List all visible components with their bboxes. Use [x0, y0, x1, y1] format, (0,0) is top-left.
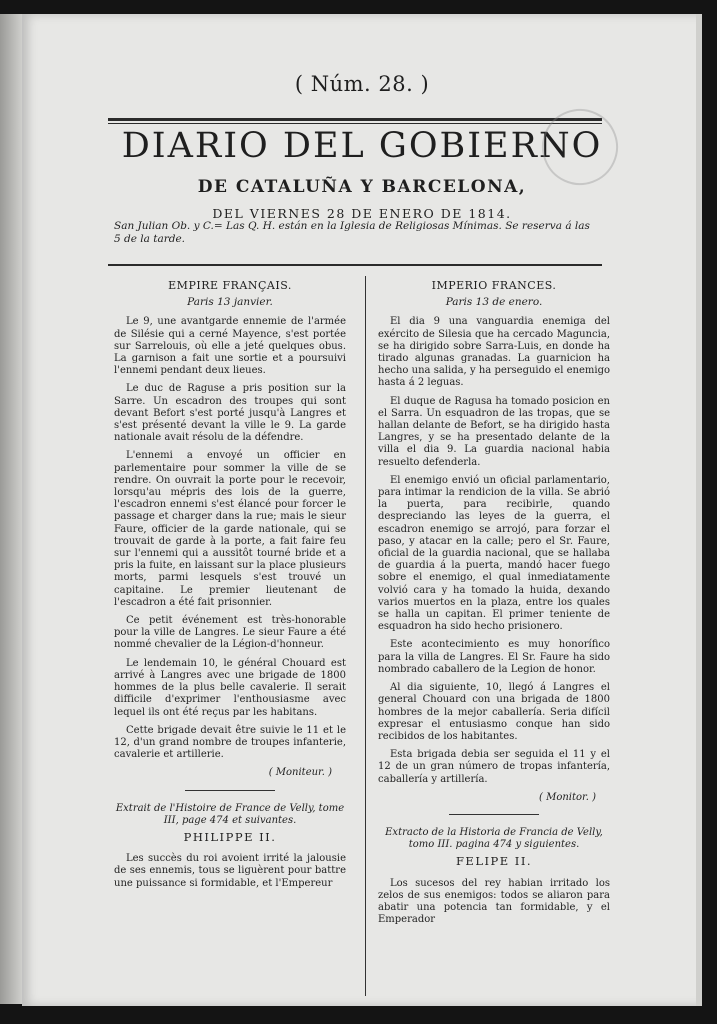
issue-number: ( Núm. 28. )	[294, 72, 430, 96]
spanish-paragraph: El dia 9 una vanguardia enemiga del exército de Silesia que ha cercado Maguncia, se ha dirigido sobre Sarra-Luis, en donde ha tirado algunas granadas. La guarnicion ha hecho una salida, y ha perseguido el enemigo hasta á 2 leguas.	[378, 316, 610, 389]
newspaper-subtitle: DE CATALUÑA Y BARCELONA,	[197, 177, 527, 197]
spanish-column	[378, 276, 610, 932]
masthead-rule-thin	[108, 123, 602, 124]
spanish-extract-title: Extracto de la Historia de Francia de Velly, tomo III. pagina 474 y siguientes.	[385, 826, 603, 851]
spanish-section-title: FELIPE II.	[455, 854, 533, 869]
spanish-source: ( Monitor. )	[539, 791, 596, 803]
spanish-dateline: Paris 13 de enero.	[445, 296, 543, 309]
spanish-heading: IMPERIO FRANCES.	[431, 279, 557, 292]
french-section-title: PHILIPPE II.	[183, 829, 277, 844]
masthead-rule	[108, 118, 602, 121]
spanish-paragraph: El duque de Ragusa ha tomado posicion en el Sarra. Un esquadron de las tropas, que se hallan delante de Befort, se ha dirigido hasta Langres, y se ha presentado delante de la villa el dia 9. La guardia nacional habia resuelto defenderla.	[378, 395, 610, 468]
column-divider	[365, 276, 366, 996]
french-heading: EMPIRE FRANÇAIS.	[168, 279, 292, 292]
facing-page-edge	[0, 14, 22, 1004]
spanish-final-paragraph: Los sucesos del rey habian irritado los zelos de sus enemigos: todos se aliaron para abatir una potencia tan formidable, y el Emperador	[378, 877, 610, 926]
section-rule	[185, 790, 275, 791]
french-dateline: Paris 13 janvier.	[187, 296, 273, 309]
newspaper-page	[22, 14, 702, 1006]
newspaper-title: DIARIO DEL GOBIERNO	[121, 126, 603, 166]
spanish-paragraph: Este acontecimiento es muy honorífico para la villa de Langres. El Sr. Faure ha sido nombrado caballero de la Legion de honor.	[378, 639, 610, 675]
french-paragraph: Le duc de Raguse a pris position sur la Sarre. Un escadron des troupes qui sont devant Befort s'est porté jusqu'à Langres et s'est présenté devant la ville le 9. La garde nationale avait résolu de la défendre.	[114, 383, 346, 444]
header-divider	[108, 264, 602, 266]
french-source: ( Moniteur. )	[268, 767, 332, 779]
french-extract-title: Extrait de l'Histoire de France de Velly, tome III, page 474 et suivantes.	[115, 802, 345, 826]
section-rule	[449, 814, 539, 815]
issue-date: DEL VIERNES 28 DE ENERO DE 1814.	[212, 206, 512, 221]
saints-of-day: San Julian Ob. y C.= Las Q. H. están en la Iglesia de Religiosas Mínimas. Se reserva á las 5 de la tarde.	[114, 220, 590, 245]
spanish-paragraph: El enemigo envió un oficial parlamentario, para intimar la rendicion de la villa. Se abrió la puerta, para recibirle, quando despreciando las leyes de la guerra, el escadron enemigo se arrojó, para forzar el paso, y atacar en la calle; pero el Sr. Faure, oficial de la guardia nacional, que se hallaba de guardia á la puerta, mandó hacer fuego sobre el enemigo, el qual inmediatamente volvió cara y ha tomado la huida, dexando varios muertos en la plaza, entre los quales se halla un capitan. El primer teniente de esquadron ha sido hecho prisionero.	[378, 474, 610, 633]
spanish-paragraph: Esta brigada debia ser seguida el 11 y el 12 de un gran número de tropas infantería, caballería y artillería.	[378, 749, 610, 785]
french-paragraph: Cette brigade devait être suivie le 11 et le 12, d'un grand nombre de troupes infanterie, cavalerie et artillerie.	[114, 724, 346, 761]
french-paragraph: Ce petit événement est très-honorable pour la ville de Langres. Le sieur Faure a été nommé chevalier de la Légion-d'honneur.	[114, 615, 346, 651]
french-paragraph: L'ennemi a envoyé un officier en parlementaire pour sommer la ville de se rendre. On ouvrait la porte pour le recevoir, lorsqu'au mépris des lois de la guerre, l'escadron ennemi s'est élancé pour forcer le passage et charger dans la rue; mais le sieur Faure, officier de la garde nationale, qui se trouvait de garde à la porte, a fait faire feu sur l'ennemi qui a aussitôt tourné bride et a pris la fuite, en laissant sur la place plusieurs morts, parmi lesquels s'est trouvé un capitaine. Le premier lieutenant de l'escadron a été fait prisonnier.	[114, 450, 346, 608]
french-column	[114, 276, 346, 896]
french-paragraph: Le 9, une avantgarde ennemie de l'armée de Silésie qui a cerné Mayence, s'est portée sur Sarrelouis, où elle a jeté quelques obus. La garnison a fait une sortie et a poursuivi l'ennemi pendant deux lieues.	[114, 316, 346, 377]
french-paragraph: Le lendemain 10, le général Chouard est arrivé à Langres avec une brigade de 1800 hommes de la plus belle cavalerie. Il serait difficile d'exprimer l'enthousiasme avec lequel ils ont été reçus par les habitans.	[114, 657, 346, 718]
spanish-paragraph: Al dia siguiente, 10, llegó á Langres el general Chouard con una brigada de 1800 hombres de la mejor caballería. Seria difícil expresar el entusiasmo conque han sido recibidos de los habitantes.	[378, 682, 610, 742]
french-final-paragraph: Les succès du roi avoient irrité la jalousie de ses ennemis, tous se liguèrent pour battre une puissance si formidable, et l'Empereur	[114, 853, 346, 889]
